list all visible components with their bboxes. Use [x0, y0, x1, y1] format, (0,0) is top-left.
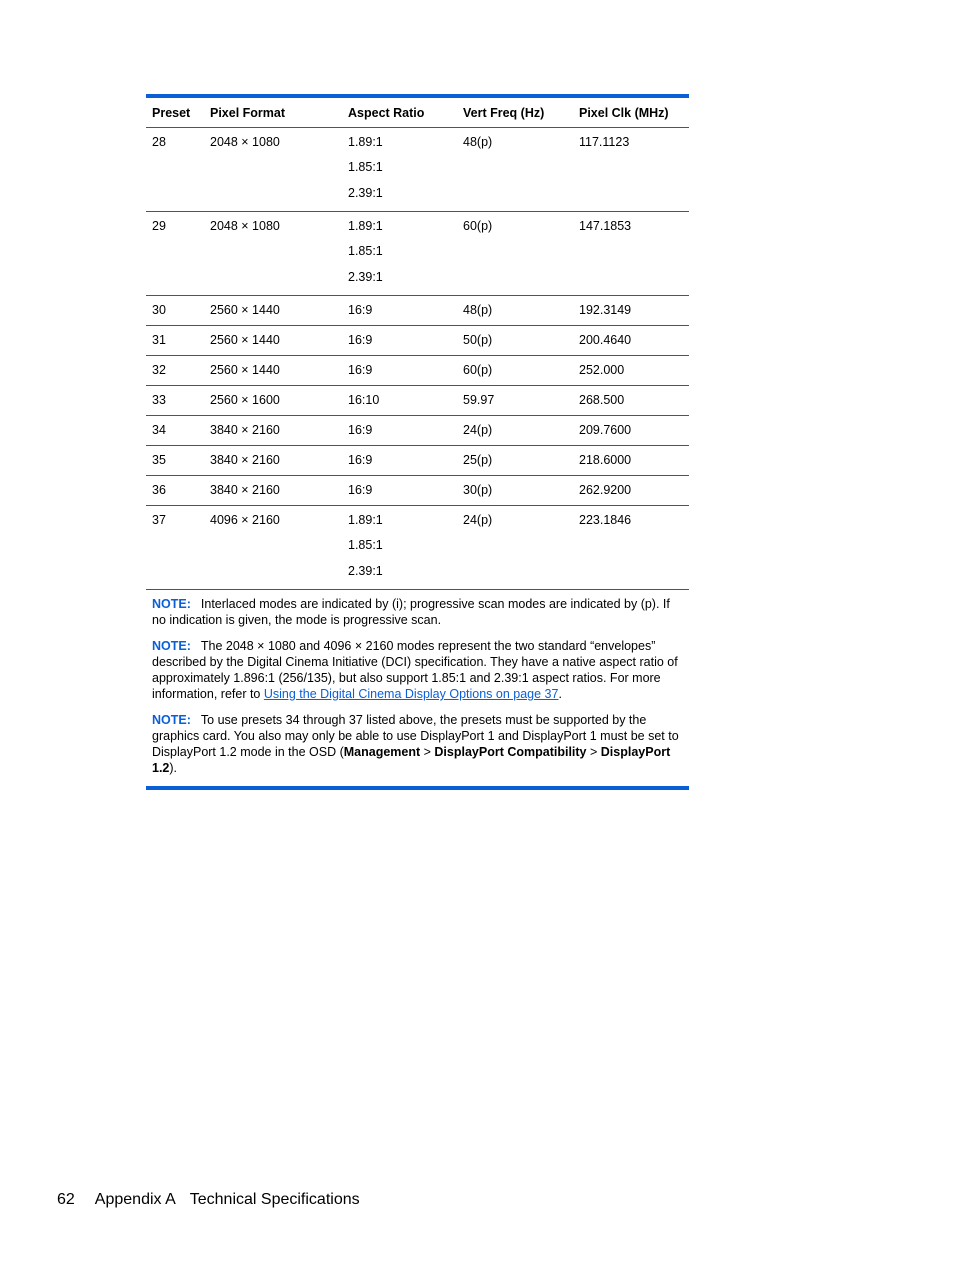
aspect-ratio-value: 16:9	[348, 333, 373, 347]
cell-pixel-format: 2560 × 1440	[210, 303, 280, 317]
table-row	[146, 416, 689, 446]
section-title: Technical Specifications	[189, 1191, 360, 1208]
aspect-ratio-value: 1.85:1	[348, 160, 383, 175]
table-row	[146, 128, 689, 212]
header-preset: Preset	[152, 105, 191, 120]
cell-vert-freq: 60(p)	[463, 219, 493, 233]
cell-pixel-format: 3840 × 2160	[210, 423, 280, 437]
header-aspect-ratio: Aspect Ratio	[348, 105, 425, 120]
cell-vert-freq: 25(p)	[463, 453, 493, 467]
aspect-ratio-value: 2.39:1	[348, 185, 383, 200]
appendix-label: Appendix A	[94, 1191, 176, 1208]
table-row	[146, 446, 689, 476]
header-pixel-clk: Pixel Clk (MHz)	[579, 105, 669, 120]
cell-preset: 29	[152, 219, 166, 233]
cell-preset: 37	[152, 513, 166, 527]
aspect-ratio-value: 1.85:1	[348, 538, 383, 553]
table-row	[146, 506, 689, 590]
cell-vert-freq: 24(p)	[463, 423, 493, 437]
cell-pixel-clk: 192.3149	[579, 303, 632, 317]
aspect-ratio-value: 16:9	[348, 453, 373, 467]
aspect-ratio-value: 16:9	[348, 303, 373, 317]
cell-preset: 31	[152, 333, 166, 347]
cell-preset: 35	[152, 453, 166, 467]
cell-preset: 36	[152, 483, 166, 497]
note-dci	[152, 638, 683, 702]
aspect-ratio-value: 1.89:1	[348, 219, 383, 233]
cell-preset: 30	[152, 303, 166, 317]
page-footer	[57, 1191, 360, 1209]
note-text: The 2048 × 1080 and 4096 × 2160 modes represent the two standard “envelopes” described by the Digital Cinema Initiative (DCI) specification. They have a native aspect ratio of approximately 1.896:1 (256/135), but also support 1.85:1 and 2.39:1 aspect ratios. For more information, refer to	[152, 639, 678, 701]
cell-vert-freq: 48(p)	[463, 135, 493, 149]
cell-aspect-ratio	[342, 476, 457, 505]
cell-aspect-ratio	[342, 386, 457, 415]
aspect-ratio-value: 1.85:1	[348, 244, 383, 259]
note-label: NOTE:	[152, 713, 191, 727]
note-label: NOTE:	[152, 597, 191, 611]
table-row	[146, 476, 689, 506]
aspect-ratio-value: 16:10	[348, 393, 380, 407]
table-row	[146, 212, 689, 296]
digital-cinema-link[interactable]: Using the Digital Cinema Display Options on page 37	[263, 687, 559, 701]
cell-aspect-ratio	[342, 212, 457, 295]
aspect-ratio-value: 16:9	[348, 483, 373, 497]
cell-aspect-ratio	[342, 506, 457, 589]
cell-aspect-ratio	[342, 446, 457, 475]
menu-management: Management	[343, 745, 421, 759]
menu-displayport-1-2: DisplayPort 1.2	[152, 745, 671, 775]
note-text-end: ).	[169, 761, 178, 775]
aspect-ratio-value: 1.89:1	[348, 513, 383, 527]
cell-pixel-format: 2048 × 1080	[210, 135, 280, 149]
aspect-ratio-value: 2.39:1	[348, 269, 383, 284]
cell-pixel-clk: 262.9200	[579, 483, 632, 497]
menu-separator: >	[420, 745, 435, 759]
cell-pixel-clk: 117.1123	[579, 135, 630, 149]
aspect-ratio-value: 2.39:1	[348, 563, 383, 578]
table-row	[146, 386, 689, 416]
cell-preset: 33	[152, 393, 166, 407]
cell-pixel-format: 4096 × 2160	[210, 513, 280, 527]
cell-vert-freq: 60(p)	[463, 363, 493, 377]
aspect-ratio-value: 16:9	[348, 363, 373, 377]
table-body	[146, 128, 689, 590]
header-vert-freq: Vert Freq (Hz)	[463, 105, 545, 120]
cell-preset: 34	[152, 423, 166, 437]
resolution-table	[146, 94, 689, 790]
header-pixel-format: Pixel Format	[210, 105, 286, 120]
cell-aspect-ratio	[342, 326, 457, 355]
note-label: NOTE:	[152, 639, 191, 653]
cell-pixel-clk: 147.1853	[579, 219, 632, 233]
cell-vert-freq: 30(p)	[463, 483, 493, 497]
cell-vert-freq: 50(p)	[463, 333, 493, 347]
cell-pixel-clk: 209.7600	[579, 423, 632, 437]
menu-separator: >	[586, 745, 601, 759]
table-row	[146, 356, 689, 386]
table-header-row	[146, 98, 689, 128]
cell-pixel-format: 2560 × 1600	[210, 393, 280, 407]
table-row	[146, 326, 689, 356]
notes-section	[146, 590, 689, 776]
menu-displayport-compatibility: DisplayPort Compatibility	[434, 745, 587, 759]
cell-pixel-clk: 223.1846	[579, 513, 632, 527]
table-bottom-rule	[146, 786, 689, 790]
note-text: To use presets 34 through 37 listed above, the presets must be supported by the graphics card. You also may only be able to use DisplayPort 1 and DisplayPort 1 must be set to DisplayPort 1.2 mode in the OSD (	[152, 713, 679, 759]
cell-aspect-ratio	[342, 356, 457, 385]
cell-vert-freq: 48(p)	[463, 303, 493, 317]
cell-aspect-ratio	[342, 416, 457, 445]
cell-preset: 28	[152, 135, 166, 149]
cell-pixel-clk: 200.4640	[579, 333, 632, 347]
cell-pixel-clk: 252.000	[579, 363, 625, 377]
note-displayport	[152, 712, 683, 776]
aspect-ratio-value: 1.89:1	[348, 135, 383, 149]
cell-aspect-ratio	[342, 296, 457, 325]
cell-vert-freq: 24(p)	[463, 513, 493, 527]
cell-preset: 32	[152, 363, 166, 377]
cell-aspect-ratio	[342, 128, 457, 211]
note-interlaced	[152, 596, 683, 628]
cell-pixel-format: 2560 × 1440	[210, 363, 280, 377]
cell-pixel-format: 2560 × 1440	[210, 333, 280, 347]
cell-pixel-format: 2048 × 1080	[210, 219, 280, 233]
table-row	[146, 296, 689, 326]
cell-pixel-clk: 268.500	[579, 393, 625, 407]
aspect-ratio-value: 16:9	[348, 423, 373, 437]
cell-pixel-format: 3840 × 2160	[210, 453, 280, 467]
cell-vert-freq: 59.97	[463, 393, 495, 407]
page-number: 62	[57, 1191, 75, 1208]
cell-pixel-clk: 218.6000	[579, 453, 632, 467]
note-text: Interlaced modes are indicated by (i); progressive scan modes are indicated by (p). If no indication is given, the mode is progressive scan.	[152, 597, 670, 627]
note-text-end: .	[558, 687, 562, 701]
cell-pixel-format: 3840 × 2160	[210, 483, 280, 497]
